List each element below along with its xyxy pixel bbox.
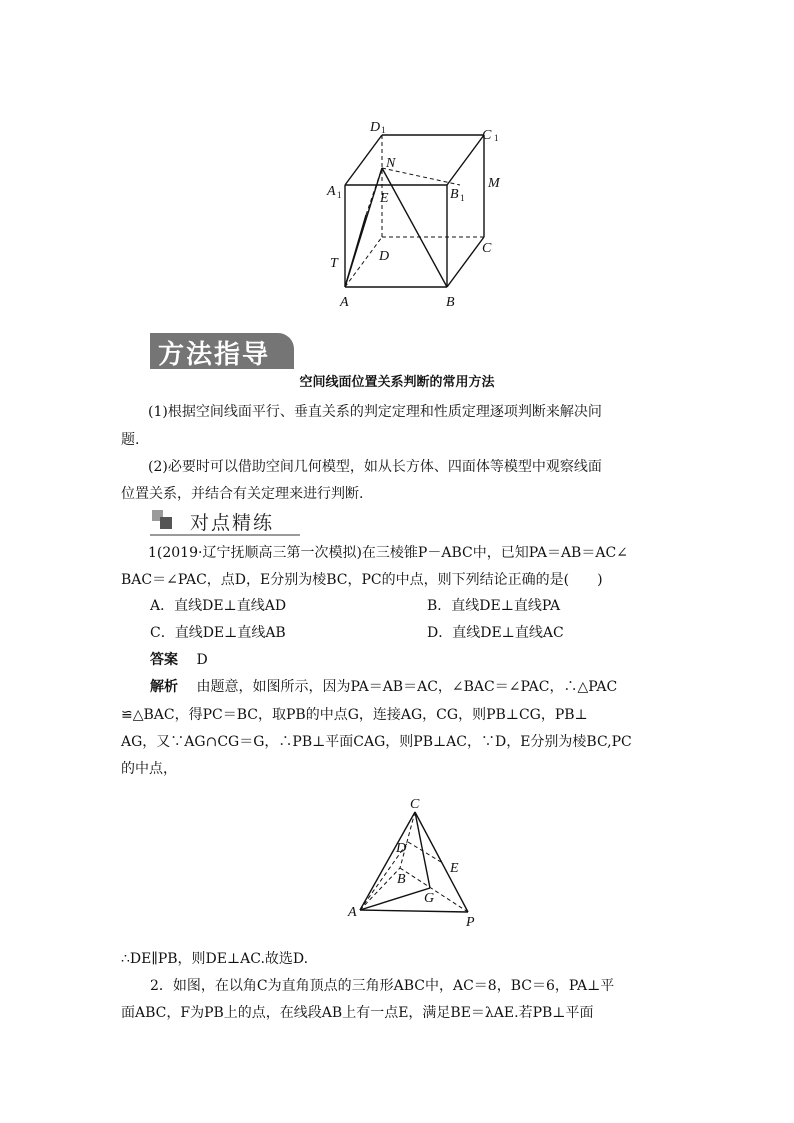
- label-a: A: [348, 905, 357, 920]
- q1-analysis-line-4: 的中点，: [121, 761, 177, 777]
- q1-stem-line-2: BAC＝∠PAC，点D，E分别为棱BC，PC的中点，则下列结论正确的是( ): [121, 572, 603, 588]
- answer-label: 答案: [150, 652, 178, 668]
- svg-text:1: 1: [460, 193, 465, 203]
- method-banner: [150, 333, 294, 369]
- tetrahedron-diagram: [338, 790, 488, 940]
- label-c: C: [410, 797, 420, 812]
- label-a: A: [340, 295, 349, 310]
- edge-a1d1: [345, 135, 382, 185]
- q1-option-c: C．直线DE⊥直线AB: [150, 625, 286, 641]
- section-rule: [150, 534, 300, 536]
- method-line-4: 位置关系，并结合有关定理来进行判断.: [121, 486, 364, 502]
- svg-text:1: 1: [381, 125, 386, 135]
- q1-conclusion: ∴DE∥PB，则DE⊥AC.故选D.: [121, 951, 309, 967]
- q1-analysis-line-2: ≌△BAC，得PC＝BC，取PB的中点G，连接AG，CG，则PB⊥CG，PB⊥: [121, 707, 588, 723]
- answer-value: D: [196, 652, 208, 668]
- label-d1: D: [370, 120, 381, 135]
- edge-bc: [447, 237, 484, 287]
- banner-title: 方法指导: [158, 340, 271, 370]
- label-b: B: [446, 295, 455, 310]
- cube-diagram: [300, 95, 530, 315]
- q1-option-d: D．直线DE⊥直线AC: [427, 625, 564, 641]
- svg-text:1: 1: [494, 133, 499, 143]
- edge-b1c1: [447, 135, 484, 185]
- edge-te: [345, 215, 366, 287]
- edge-ap: [360, 910, 468, 912]
- method-title: 空间线面位置关系判断的常用方法: [299, 375, 495, 390]
- analysis-text: 由题意，如图所示，因为PA＝AB＝AC，∠BAC＝∠PAC，∴△PAC: [196, 679, 618, 695]
- method-line-3: (2)必要时可以借助空间几何模型，如从长方体、四面体等模型中观察线面: [148, 459, 602, 475]
- edge-bn: [382, 168, 447, 287]
- cube-figure: [300, 95, 530, 315]
- label-t: T: [330, 256, 338, 271]
- q1-option-b: B．直线DE⊥直线PA: [427, 598, 561, 614]
- label-c: C: [482, 241, 492, 256]
- edge-cb: [400, 812, 415, 868]
- tetrahedron-figure: [338, 790, 488, 940]
- edge-cg: [415, 812, 430, 888]
- q2-line-1: 2．如图，在以角C为直角顶点的三角形ABC中，AC＝8，BC＝6，PA⊥平: [150, 978, 615, 994]
- edge-ad: [345, 237, 382, 287]
- q1-analysis-line-1: [150, 677, 617, 697]
- section-header: [150, 508, 300, 535]
- q1-answer: [150, 650, 208, 670]
- label-b1: B: [450, 187, 459, 202]
- method-line-2: 题.: [121, 432, 140, 448]
- q1-analysis-line-3: AG，又∵AG∩CG＝G，∴PB⊥平面CAG，则PB⊥AC，∵D，E分别为棱BC,PC: [121, 734, 632, 750]
- label-m: M: [488, 176, 500, 191]
- section-title: 对点精练: [190, 512, 275, 534]
- section-square-icon-dark: [160, 517, 172, 529]
- q2-line-2: 面ABC，F为PB上的点，在线段AB上有一点E，满足BE＝λAE.若PB⊥平面: [121, 1005, 594, 1021]
- q1-option-a: A．直线DE⊥直线AD: [150, 598, 287, 614]
- method-line-1: (1)根据空间线面平行、垂直关系的判定定理和性质定理逐项判断来解决问: [148, 404, 602, 420]
- edge-cp: [415, 812, 468, 912]
- analysis-label: 解析: [150, 679, 178, 695]
- svg-text:1: 1: [337, 190, 342, 200]
- q1-stem-line-1: 1(2019·辽宁抚顺高三第一次模拟)在三棱锥P－ABC中，已知PA＝AB＝AC∠: [148, 545, 628, 561]
- label-d: D: [396, 841, 407, 856]
- label-e: E: [380, 191, 389, 206]
- label-d: D: [379, 249, 390, 264]
- label-b: B: [397, 872, 406, 887]
- label-p: P: [466, 915, 475, 930]
- label-c1: C: [482, 128, 492, 143]
- label-e: E: [450, 861, 459, 876]
- label-a1: A: [327, 184, 336, 199]
- label-g: G: [424, 891, 435, 906]
- label-n: N: [386, 156, 396, 171]
